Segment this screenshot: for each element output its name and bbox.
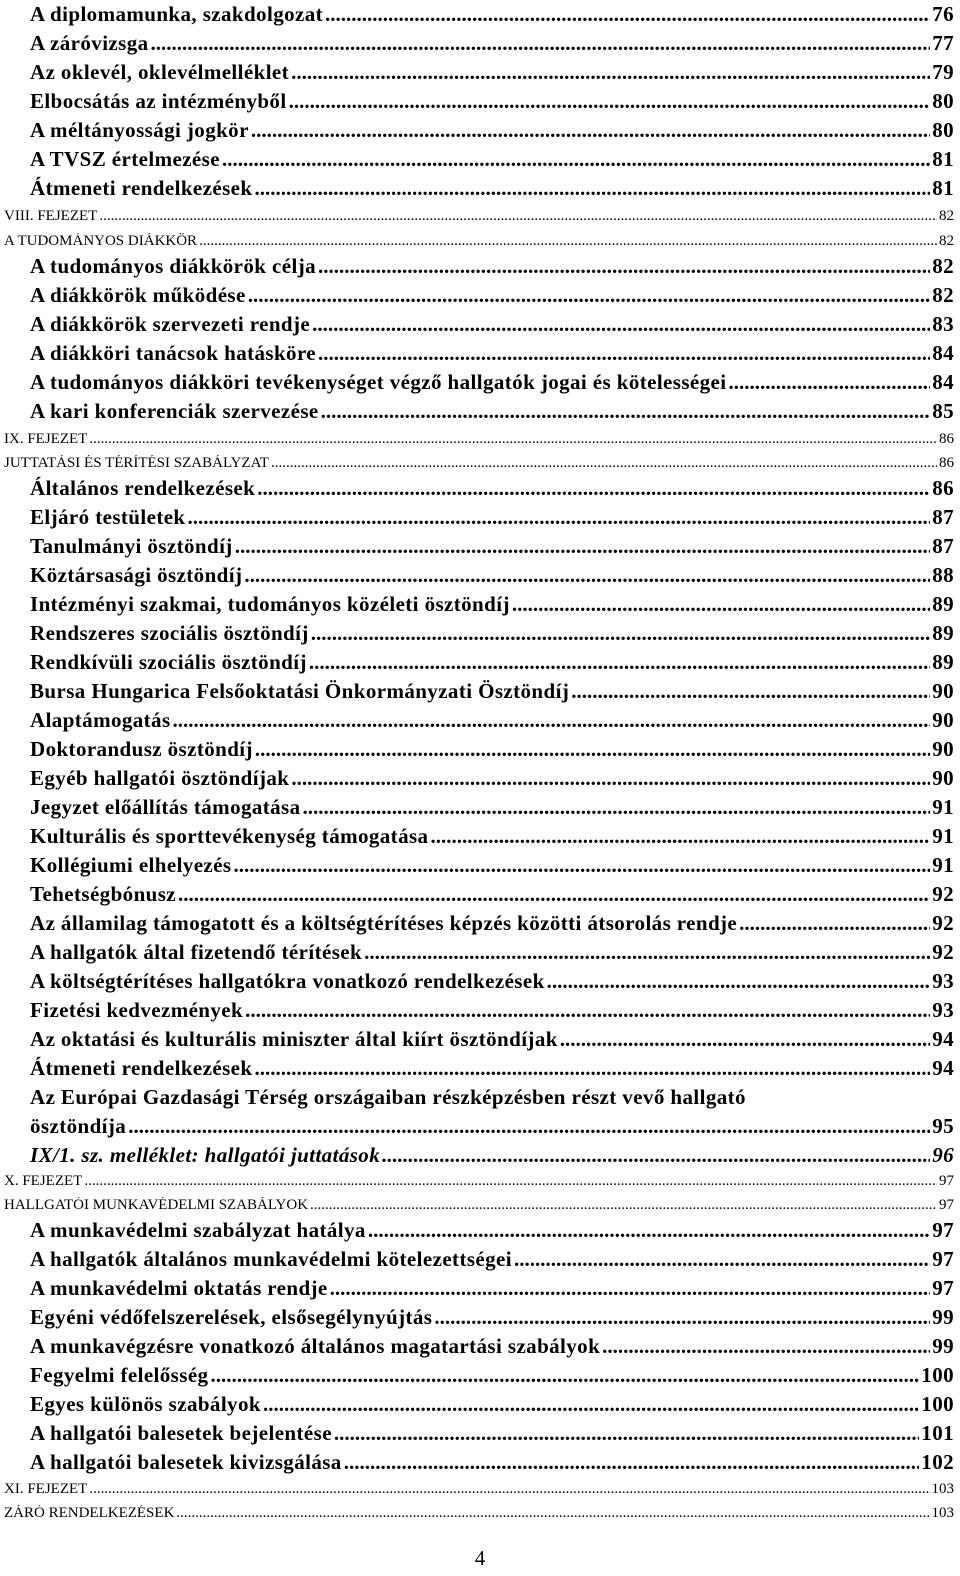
toc-entry-title: A hallgatók által fizetendő térítések	[30, 940, 363, 964]
toc-entry[interactable]	[30, 592, 954, 617]
toc-entry-title: Az oktatási és kulturális miniszter által kiírt ösztöndíjak	[30, 1027, 558, 1051]
toc-entry[interactable]	[30, 911, 954, 936]
toc-entry-title: Kollégiumi elhelyezés	[30, 853, 232, 877]
toc-entry[interactable]	[30, 1085, 954, 1110]
toc-entry-title: A TUDOMÁNYOS DIÁKKÖR	[4, 233, 198, 249]
dot-leader	[257, 476, 930, 501]
toc-entry[interactable]	[4, 1505, 954, 1522]
toc-entry-title: A hallgatók általános munkavédelmi kötelezettségei	[30, 1247, 512, 1271]
toc-entry-page: 86	[932, 476, 954, 500]
toc-entry-page: 89	[932, 650, 954, 674]
toc-entry[interactable]	[30, 882, 954, 907]
toc-entry[interactable]	[30, 1363, 954, 1388]
toc-entry-title: Egyes különös szabályok	[30, 1392, 261, 1416]
dot-leader	[547, 969, 931, 994]
toc-entry-title: Doktorandusz ösztöndíj	[30, 737, 253, 761]
toc-entry-page: 103	[931, 1505, 954, 1521]
toc-entry-title: Fegyelmi felelősség	[30, 1363, 209, 1387]
toc-entry[interactable]	[30, 254, 954, 279]
toc-entry-title: A hallgatói balesetek bejelentése	[30, 1421, 332, 1445]
toc-entry[interactable]	[30, 1114, 954, 1139]
toc-entry-title: A tudományos diákkörök célja	[30, 254, 316, 278]
dot-leader	[251, 118, 930, 143]
toc-entry-title: A diákkörök szervezeti rendje	[30, 312, 311, 336]
dot-leader	[291, 766, 930, 791]
toc-entry[interactable]	[30, 505, 954, 530]
toc-entry-title: Az oklevél, oklevélmelléklet	[30, 60, 290, 84]
toc-entry-page: 82	[939, 208, 954, 224]
toc-entry-title: A kari konferenciák szervezése	[30, 399, 319, 423]
toc-entry-title: JUTTATÁSI ÉS TÉRÍTÉSI SZABÁLYZAT	[4, 455, 269, 471]
toc-entry[interactable]	[4, 1481, 954, 1498]
toc-entry[interactable]	[30, 1305, 954, 1330]
toc-entry[interactable]	[30, 534, 954, 559]
toc-entry[interactable]	[30, 1421, 954, 1446]
dot-leader	[310, 1197, 937, 1214]
toc-entry-page: 101	[921, 1421, 954, 1445]
toc-entry-page: 95	[932, 1114, 954, 1138]
toc-entry[interactable]	[30, 176, 954, 201]
toc-entry-title: VIII. FEJEZET	[4, 208, 98, 224]
dot-leader	[210, 1363, 919, 1388]
toc-entry-title: Átmeneti rendelkezések	[30, 1056, 253, 1080]
dot-leader	[199, 233, 937, 250]
toc-entry[interactable]	[30, 708, 954, 733]
toc-entry-page: 92	[932, 882, 954, 906]
toc-entry-title: Köztársasági ösztöndíj	[30, 563, 243, 587]
toc-entry-page: 94	[932, 1056, 954, 1080]
toc-entry[interactable]	[30, 766, 954, 791]
toc-entry[interactable]	[4, 208, 954, 225]
dot-leader	[318, 254, 930, 279]
dot-leader	[173, 708, 931, 733]
toc-entry-page: 100	[921, 1392, 954, 1416]
toc-entry-page: 92	[932, 940, 954, 964]
dot-leader	[309, 650, 930, 675]
toc-entry[interactable]	[30, 1276, 954, 1301]
dot-leader	[430, 824, 930, 849]
toc-entry-page: 92	[932, 911, 954, 935]
dot-leader	[325, 2, 930, 27]
toc-entry-page: 91	[932, 795, 954, 819]
toc-entry[interactable]	[30, 31, 954, 56]
toc-entry-title: Intézményi szakmai, tudományos közéleti ösztöndíj	[30, 592, 510, 616]
toc-entry-title: Eljáró testületek	[30, 505, 186, 529]
toc-entry[interactable]	[4, 233, 954, 250]
dot-leader	[289, 89, 931, 114]
dot-leader	[311, 621, 930, 646]
toc-entry[interactable]	[30, 147, 954, 172]
toc-entry-page: 89	[932, 592, 954, 616]
toc-entry-page: 86	[939, 431, 954, 447]
toc-entry[interactable]	[30, 1334, 954, 1359]
toc-entry[interactable]	[30, 370, 954, 395]
dot-leader	[151, 31, 931, 56]
dot-leader	[254, 1056, 930, 1081]
dot-leader	[312, 312, 930, 337]
toc-entry-title: Tehetségbónusz	[30, 882, 177, 906]
toc-entry-title: Fizetési kedvezmények	[30, 998, 244, 1022]
dot-leader	[89, 1481, 929, 1498]
toc-entry-page: 79	[932, 60, 954, 84]
toc-entry[interactable]	[30, 679, 954, 704]
dot-leader	[245, 998, 930, 1023]
toc-entry-title: A diákköri tanácsok hatásköre	[30, 341, 317, 365]
dot-leader	[303, 795, 931, 820]
dot-leader	[254, 176, 930, 201]
toc-entry[interactable]	[30, 312, 954, 337]
dot-leader	[321, 399, 931, 424]
toc-entry-page: 77	[932, 31, 954, 55]
toc-entry-page: 84	[932, 341, 954, 365]
dot-leader	[368, 1218, 930, 1243]
toc-entry-page: 91	[932, 824, 954, 848]
toc-entry-title: Elbocsátás az intézményből	[30, 89, 287, 113]
toc-entry-title: A tudományos diákköri tevékenységet végző hallgatók jogai és kötelességei	[30, 370, 727, 394]
toc-entry-page: 89	[932, 621, 954, 645]
dot-leader	[235, 534, 930, 559]
toc-entry[interactable]	[30, 940, 954, 965]
toc-entry-title: A költségtérítéses hallgatókra vonatkozó rendelkezések	[30, 969, 545, 993]
toc-entry[interactable]	[30, 1247, 954, 1272]
toc-entry[interactable]	[30, 795, 954, 820]
dot-leader	[729, 370, 931, 395]
toc-entry[interactable]	[4, 431, 954, 448]
toc-entry-title: Egyéb hallgatói ösztöndíjak	[30, 766, 290, 790]
toc-entry[interactable]	[4, 1197, 954, 1214]
dot-leader	[89, 431, 937, 448]
toc-entry-title: Rendszeres szociális ösztöndíj	[30, 621, 309, 645]
toc-entry-title: Az államilag támogatott és a költségtérítéses képzés közötti átsorolás rendje	[30, 911, 738, 935]
toc-entry-page: 88	[932, 563, 954, 587]
toc-entry-page: 81	[932, 176, 954, 200]
toc-entry-title: Általános rendelkezések	[30, 476, 256, 500]
toc-entry[interactable]	[30, 118, 954, 143]
toc-entry-page: 97	[939, 1197, 954, 1213]
dot-leader	[244, 563, 930, 588]
toc-entry-title: A munkavédelmi szabályzat hatálya	[30, 1218, 366, 1242]
toc-entry[interactable]	[30, 1143, 954, 1168]
dot-leader	[233, 853, 930, 878]
toc-entry[interactable]	[4, 1173, 954, 1190]
toc-entry[interactable]	[30, 650, 954, 675]
toc-entry[interactable]	[30, 1056, 954, 1081]
toc-entry-title: IX. FEJEZET	[4, 431, 88, 447]
toc-entry[interactable]	[30, 341, 954, 366]
toc-entry-page: 90	[932, 708, 954, 732]
toc-entry-page: 82	[932, 254, 954, 278]
dot-leader	[128, 1114, 930, 1139]
dot-leader	[99, 208, 937, 225]
toc-entry-title: Átmeneti rendelkezések	[30, 176, 253, 200]
toc-entry-page: 87	[932, 534, 954, 558]
dot-leader	[178, 882, 930, 907]
dot-leader	[248, 283, 930, 308]
toc-entry-title: A munkavégzésre vonatkozó általános magatartási szabályok	[30, 1334, 601, 1358]
toc-entry-page: 97	[932, 1218, 954, 1242]
toc-entry-page: 97	[939, 1173, 954, 1189]
toc-entry-page: 97	[932, 1247, 954, 1271]
toc-entry-page: 82	[932, 283, 954, 307]
toc-entry[interactable]	[30, 563, 954, 588]
toc-entry-page: 81	[932, 147, 954, 171]
toc-entry-title: XI. FEJEZET	[4, 1481, 88, 1497]
toc-entry[interactable]	[30, 60, 954, 85]
dot-leader	[602, 1334, 930, 1359]
dot-leader	[739, 911, 930, 936]
dot-leader	[334, 1421, 919, 1446]
toc-entry[interactable]	[30, 283, 954, 308]
toc-entry-page: 76	[932, 2, 954, 26]
toc-entry[interactable]	[30, 89, 954, 114]
toc-entry-page: 80	[932, 89, 954, 113]
toc-entry-page: 93	[932, 969, 954, 993]
toc-entry-title: A diákkörök működése	[30, 283, 246, 307]
toc-entry-title: Jegyzet előállítás támogatása	[30, 795, 301, 819]
toc-entry-page: 100	[921, 1363, 954, 1387]
toc-entry-page: 90	[932, 766, 954, 790]
toc-entry[interactable]	[30, 621, 954, 646]
dot-leader	[344, 1450, 920, 1475]
toc-entry[interactable]	[30, 998, 954, 1023]
dot-leader	[571, 679, 930, 704]
toc-entry-title: Egyéni védőfelszerelések, elsősegélynyújtás	[30, 1305, 433, 1329]
toc-entry-title: A diplomamunka, szakdolgozat	[30, 2, 324, 26]
toc-entry-title: Tanulmányi ösztöndíj	[30, 534, 233, 558]
toc-entry-title: IX/1. sz. melléklet: hallgatói juttatások	[30, 1143, 381, 1167]
toc-entry-page: 97	[932, 1276, 954, 1300]
dot-leader	[512, 592, 930, 617]
toc-entry-title: A hallgatói balesetek kivizsgálása	[30, 1450, 342, 1474]
toc-entry[interactable]	[4, 455, 954, 472]
dot-leader	[271, 455, 937, 472]
toc-entry-page: 93	[932, 998, 954, 1022]
dot-leader	[222, 147, 930, 172]
toc-entry[interactable]	[30, 399, 954, 424]
toc-entry[interactable]	[30, 853, 954, 878]
dot-leader	[188, 505, 931, 530]
dot-leader	[255, 737, 930, 762]
toc-entry-title: Bursa Hungarica Felsőoktatási Önkormányzati Ösztöndíj	[30, 679, 570, 703]
toc-entry-title: Alaptámogatás	[30, 708, 171, 732]
toc-entry-page: 90	[932, 679, 954, 703]
toc-entry-page: 84	[932, 370, 954, 394]
dot-leader	[291, 60, 930, 85]
toc-entry-page: 90	[932, 737, 954, 761]
toc-entry[interactable]	[30, 824, 954, 849]
toc-entry-page: 102	[921, 1450, 954, 1474]
toc-entry-page: 80	[932, 118, 954, 142]
toc-entry-page: 86	[939, 455, 954, 471]
dot-leader	[514, 1247, 930, 1272]
toc-entry-page: 83	[932, 312, 954, 336]
toc-entry-title: HALLGATÓI MUNKAVÉDELMI SZABÁLYOK	[4, 1197, 309, 1213]
toc-entry-title: ösztöndíja	[30, 1114, 127, 1138]
toc-entry-page: 82	[939, 233, 954, 249]
toc-entry-page: 99	[932, 1334, 954, 1358]
dot-leader	[263, 1392, 919, 1417]
dot-leader	[434, 1305, 930, 1330]
toc-entry-page: 87	[932, 505, 954, 529]
toc-entry[interactable]	[30, 1027, 954, 1052]
toc-entry-page: 103	[931, 1481, 954, 1497]
toc-entry-page: 85	[932, 399, 954, 423]
toc-entry[interactable]	[30, 1392, 954, 1417]
dot-leader	[84, 1173, 937, 1190]
toc-entry-page: 99	[932, 1305, 954, 1329]
toc-entry-page: 94	[932, 1027, 954, 1051]
toc-entry-title: A TVSZ értelmezése	[30, 147, 220, 171]
toc-entry-title: Rendkívüli szociális ösztöndíj	[30, 650, 307, 674]
toc-entry-title: X. FEJEZET	[4, 1173, 83, 1189]
dot-leader	[382, 1143, 930, 1168]
toc-entry[interactable]	[30, 969, 954, 994]
toc-entry[interactable]	[30, 1450, 954, 1475]
page-number: 4	[474, 1546, 486, 1570]
toc-entry-title: Kulturális és sporttevékenység támogatása	[30, 824, 429, 848]
toc-entry-title: ZÁRÓ RENDELKEZÉSEK	[4, 1505, 175, 1521]
toc-entry-title: A munkavédelmi oktatás rendje	[30, 1276, 328, 1300]
toc-entry[interactable]	[30, 2, 954, 27]
toc-entry-title: Az Európai Gazdasági Térség országaiban részképzésben részt vevő hallgató	[30, 1085, 746, 1109]
dot-leader	[176, 1505, 929, 1522]
toc-entry-title: A méltányossági jogkör	[30, 118, 249, 142]
dot-leader	[330, 1276, 931, 1301]
toc-entry-page: 91	[932, 853, 954, 877]
toc-entry[interactable]	[30, 1218, 954, 1243]
toc-entry[interactable]	[30, 476, 954, 501]
toc-entry[interactable]	[30, 737, 954, 762]
dot-leader	[560, 1027, 930, 1052]
toc-entry-title: A záróvizsga	[30, 31, 149, 55]
toc-entry-page: 96	[932, 1143, 954, 1167]
dot-leader	[318, 341, 930, 366]
dot-leader	[364, 940, 930, 965]
